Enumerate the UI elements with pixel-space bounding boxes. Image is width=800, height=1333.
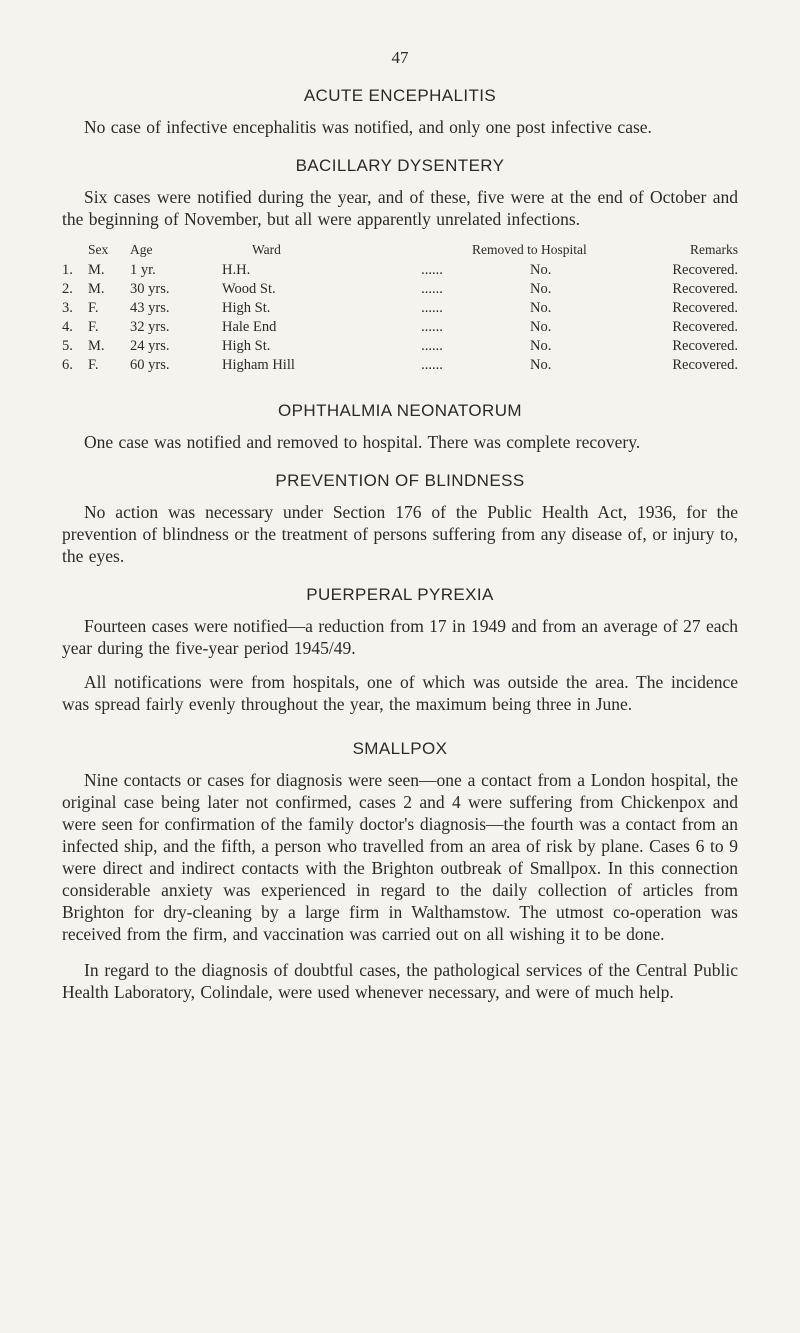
section-smallpox bbox=[62, 739, 738, 1003]
cell-leader-dots: ...... bbox=[421, 300, 443, 316]
cell-sex: F. bbox=[88, 319, 99, 335]
paragraph: One case was notified and removed to hospital. There was complete recovery. bbox=[84, 432, 641, 452]
paragraph: In regard to the diagnosis of doubtful cases, the pathological services of the Central Public Health Laboratory, Colindale, were used whenever necessary, and were of much help. bbox=[62, 960, 738, 1002]
table-row bbox=[62, 299, 738, 318]
header-ward: Ward bbox=[252, 242, 281, 257]
cell-remarks: Recovered. bbox=[672, 338, 738, 354]
header-hospital: Removed to Hospital bbox=[472, 242, 587, 257]
table-row bbox=[62, 261, 738, 280]
section-heading: PREVENTION OF BLINDNESS bbox=[275, 471, 525, 490]
row-number: 3. bbox=[62, 300, 73, 316]
paragraph: Six cases were notified during the year, and of these, five were at the end of October and the beginning of November, but all were apparently unrelated infections. bbox=[62, 187, 738, 229]
cell-leader-dots: ...... bbox=[421, 319, 443, 335]
dysentery-cases-table bbox=[62, 242, 738, 375]
cell-leader-dots: ...... bbox=[421, 338, 443, 354]
section-prevention-of-blindness bbox=[62, 471, 738, 567]
cell-sex: F. bbox=[88, 300, 99, 316]
cell-hospital: No. bbox=[530, 338, 552, 354]
cell-age: 1 yr. bbox=[130, 262, 156, 278]
cell-sex: M. bbox=[88, 338, 105, 354]
header-spacer bbox=[392, 242, 472, 261]
cell-ward: High St. bbox=[222, 338, 271, 354]
section-heading: ACUTE ENCEPHALITIS bbox=[303, 86, 497, 105]
section-acute-encephalitis bbox=[62, 86, 738, 138]
cell-remarks: Recovered. bbox=[672, 281, 738, 297]
table-row bbox=[62, 337, 738, 356]
paragraph: Fourteen cases were notified—a reduction from 17 in 1949 and from an average of 27 each year during the five-year period 1945/49. bbox=[62, 616, 738, 658]
cell-ward: Wood St. bbox=[222, 281, 276, 297]
cell-leader-dots: ...... bbox=[421, 281, 443, 297]
paragraph: Nine contacts or cases for diagnosis were seen—one a contact from a London hospital, the original case being later not confirmed, cases 2 and 4 were suffering from Chickenpox and were seen for confirmation of the family doctor's diagnosis—the fourth was a contact from an infected ship, and the fifth, a person who travelled from an area of risk by plane. Cases 6 to 9 were direct and indirect contacts with the Brighton outbreak of Smallpox. In this connection considerable anxiety was experienced in regard to the daily collection of articles from Brighton for dry-cleaning by a large firm in Walthamstow. The utmost co-operation was received from the firm, and vaccination was carried out on all wishing it to be done. bbox=[62, 770, 738, 944]
cell-remarks: Recovered. bbox=[672, 357, 738, 373]
cell-age: 60 yrs. bbox=[130, 357, 170, 373]
cell-age: 24 yrs. bbox=[130, 338, 170, 354]
cell-hospital: No. bbox=[530, 357, 552, 373]
page-number: 47 bbox=[391, 48, 409, 67]
cell-sex: M. bbox=[88, 281, 105, 297]
cell-ward: Higham Hill bbox=[222, 357, 295, 373]
section-bacillary-dysentery bbox=[62, 156, 738, 375]
row-number: 5. bbox=[62, 338, 73, 354]
cell-remarks: Recovered. bbox=[672, 319, 738, 335]
cell-leader-dots: ...... bbox=[421, 262, 443, 278]
header-age: Age bbox=[130, 242, 153, 257]
page-content bbox=[62, 86, 738, 1021]
cell-remarks: Recovered. bbox=[672, 300, 738, 316]
cell-age: 43 yrs. bbox=[130, 300, 170, 316]
cell-age: 32 yrs. bbox=[130, 319, 170, 335]
cell-sex: F. bbox=[88, 357, 99, 373]
cell-ward: High St. bbox=[222, 300, 271, 316]
section-heading: SMALLPOX bbox=[352, 739, 448, 758]
cell-hospital: No. bbox=[530, 281, 552, 297]
row-number: 6. bbox=[62, 357, 73, 373]
row-number: 1. bbox=[62, 262, 73, 278]
row-number: 4. bbox=[62, 319, 73, 335]
section-heading: BACILLARY DYSENTERY bbox=[295, 156, 505, 175]
row-number: 2. bbox=[62, 281, 73, 297]
table-row bbox=[62, 318, 738, 337]
section-puerperal-pyrexia bbox=[62, 585, 738, 715]
cell-leader-dots: ...... bbox=[421, 357, 443, 373]
cell-ward: H.H. bbox=[222, 262, 251, 278]
header-sex: Sex bbox=[88, 242, 109, 257]
table-header-row bbox=[62, 242, 738, 261]
cell-hospital: No. bbox=[530, 300, 552, 316]
cell-remarks: Recovered. bbox=[672, 262, 738, 278]
cell-hospital: No. bbox=[530, 262, 552, 278]
paragraph: No action was necessary under Section 176 of the Public Health Act, 1936, for the prevention of blindness or the treatment of persons suffering from any disease of, or injury to, the eyes. bbox=[62, 502, 738, 566]
paragraph: No case of infective encephalitis was notified, and only one post infective case. bbox=[84, 117, 652, 137]
paragraph: All notifications were from hospitals, one of which was outside the area. The incidence was spread fairly evenly throughout the year, the maximum being three in June. bbox=[62, 672, 738, 714]
cell-hospital: No. bbox=[530, 319, 552, 335]
cell-age: 30 yrs. bbox=[130, 281, 170, 297]
header-blank bbox=[62, 242, 88, 261]
header-remarks: Remarks bbox=[690, 242, 738, 257]
section-heading: OPHTHALMIA NEONATORUM bbox=[278, 401, 522, 420]
table-row bbox=[62, 280, 738, 299]
cell-sex: M. bbox=[88, 262, 105, 278]
cell-ward: Hale End bbox=[222, 319, 277, 335]
section-ophthalmia-neonatorum bbox=[62, 401, 738, 453]
table-row bbox=[62, 356, 738, 375]
section-heading: PUERPERAL PYREXIA bbox=[306, 585, 494, 604]
